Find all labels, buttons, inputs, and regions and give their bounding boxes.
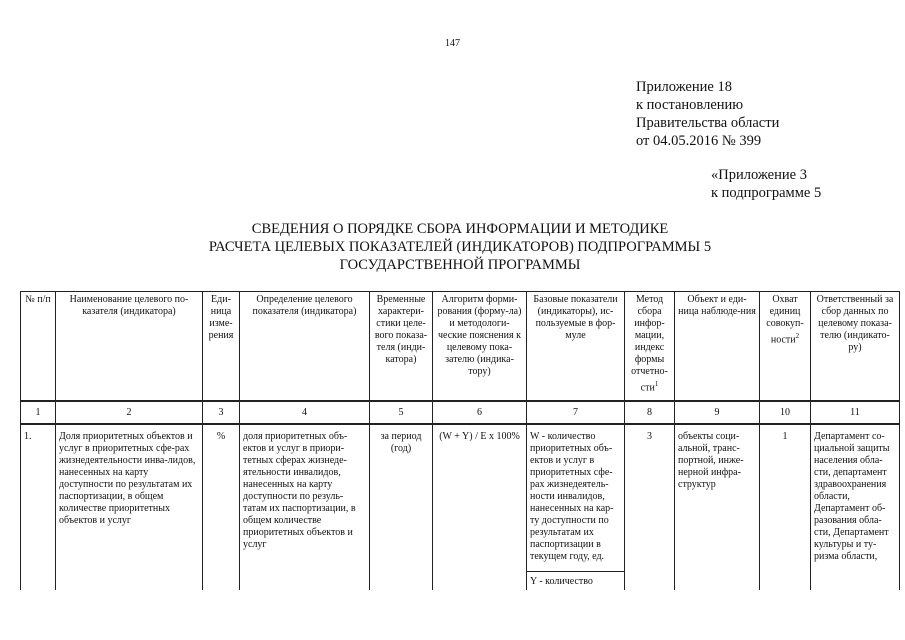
column-number: 9: [675, 401, 760, 424]
column-number: 2: [56, 401, 203, 424]
appendix-line: к постановлению: [636, 97, 744, 113]
header-text: Охват единиц совокуп-ности: [766, 294, 804, 346]
sub-appendix-header: [711, 166, 821, 202]
table-header-row: [21, 292, 900, 402]
document-title: [150, 220, 770, 274]
header-cell: Определение целевого показателя (индикатора): [240, 292, 370, 402]
header-text: Метод сбора инфор-мации, индекс формы отчетно-сти: [631, 294, 668, 394]
table-row: [21, 424, 900, 590]
appendix-header: [636, 78, 779, 150]
responsible-cell: Департамент со-циальной защиты населения обла-сти, департамент здравоохранения области, Департамент об-разования обла-сти, Департамент культуры и ту-ризма области,: [811, 424, 900, 590]
sub-appendix-line: «Приложение 3: [711, 167, 807, 183]
indicators-table: [20, 291, 900, 590]
time-cell: за период (год): [370, 424, 433, 590]
title-line: ГОСУДАРСТВЕННОЙ ПРОГРАММЫ: [339, 257, 581, 273]
header-cell: Еди-ница изме-рения: [203, 292, 240, 402]
column-number: 5: [370, 401, 433, 424]
indicator-name: Доля приоритетных объектов и услуг в приоритетных сфе-рах жизнедеятельности инва-лидов, нанесенных на карту доступности по результатам их паспортизации, в общем количестве приоритетных объектов и услуг: [56, 424, 203, 590]
row-number: 1.: [21, 424, 56, 590]
column-number: 1: [21, 401, 56, 424]
header-cell: Ответственный за сбор данных по целевому показа-телю (индикато-ру): [811, 292, 900, 402]
column-number: 8: [625, 401, 675, 424]
header-cell: Наименование целевого по-казателя (индикатора): [56, 292, 203, 402]
column-number: 4: [240, 401, 370, 424]
appendix-line: Правительства области: [636, 115, 780, 131]
header-cell: [625, 292, 675, 402]
coverage-cell: 1: [760, 424, 811, 590]
formula-cell: (W + Y) / E x 100%: [433, 424, 527, 590]
header-cell: Временные характери-стики целе-вого показа-теля (инди-катора): [370, 292, 433, 402]
object-cell: объекты соци-альной, транс-портной, инже-нерной инфра-структур: [675, 424, 760, 590]
title-line: РАСЧЕТА ЦЕЛЕВЫХ ПОКАЗАТЕЛЕЙ (ИНДИКАТОРОВ) ПОДПРОГРАММЫ 5: [208, 239, 712, 255]
base-indicators-cell: [527, 424, 625, 590]
column-number: 3: [203, 401, 240, 424]
base-indicator-y: Y - количество: [527, 571, 624, 588]
footnote-marker: 1: [654, 380, 659, 388]
page-number: 147: [445, 38, 460, 49]
title-line: СВЕДЕНИЯ О ПОРЯДКЕ СБОРА ИНФОРМАЦИИ И МЕТОДИКЕ: [251, 221, 669, 237]
appendix-line: Приложение 18: [636, 79, 732, 95]
unit-cell: %: [203, 424, 240, 590]
base-indicator-w: W - количество приоритетных объ-ектов и услуг в приоритетных сфе-рах жизнедеятель-ности инвалидов, нанесенных на кар-ту доступности по результатам их паспортизации в текущем году, ед.: [530, 431, 614, 562]
header-cell: Объект и еди-ница наблюде-ния: [675, 292, 760, 402]
appendix-line: от 04.05.2016 № 399: [636, 133, 762, 149]
header-cell: Алгоритм форми-рования (форму-ла) и методологи-ческие пояснения к целевому пока-зателю (индика-тору): [433, 292, 527, 402]
header-cell: № п/п: [21, 292, 56, 402]
column-number: 7: [527, 401, 625, 424]
column-number: 11: [811, 401, 900, 424]
definition-cell: доля приоритетных объ-ектов и услуг в приори-тетных сферах жизнеде-ятельности инвалидов, нанесенных на карту доступности по резуль-татам их паспортизации, в общем количестве приоритетных объектов и услуг: [240, 424, 370, 590]
footnote-marker: 2: [795, 332, 800, 340]
header-cell: Базовые показатели (индикаторы), ис-пользуемые в фор-муле: [527, 292, 625, 402]
column-number: 10: [760, 401, 811, 424]
column-number-row: [21, 401, 900, 424]
sub-appendix-line: к подпрограмме 5: [711, 185, 822, 201]
method-cell: 3: [625, 424, 675, 590]
header-cell: [760, 292, 811, 402]
column-number: 6: [433, 401, 527, 424]
